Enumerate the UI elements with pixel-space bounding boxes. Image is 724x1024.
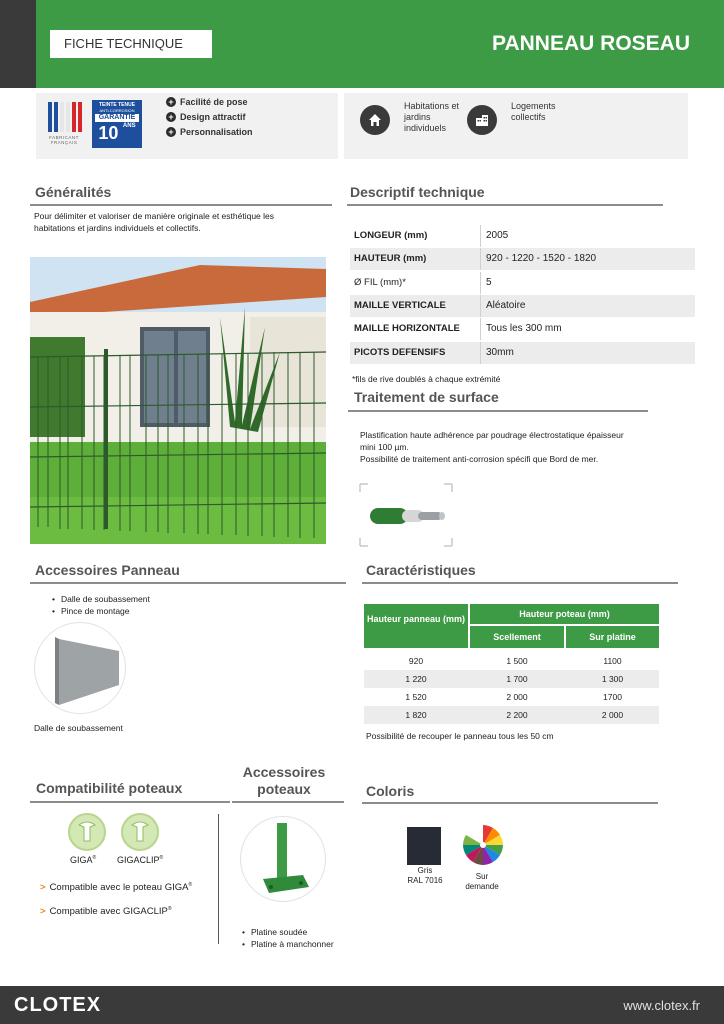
table-cell: 1 700	[506, 674, 528, 684]
spec-key: MAILLE VERTICALE	[354, 300, 446, 311]
product-title: PANNEAU ROSEAU	[492, 32, 690, 55]
spec-key: HAUTEUR (mm)	[354, 253, 427, 264]
spec-value: Tous les 300 mm	[486, 323, 562, 334]
table-row	[364, 652, 659, 670]
plus-icon: +	[166, 112, 176, 122]
caracteristiques-header-platine: Sur platine	[566, 626, 659, 648]
section-rule	[30, 801, 230, 803]
caracteristiques-title: Caractéristiques	[366, 562, 476, 578]
table-cell: 1 500	[506, 656, 528, 666]
coated-wire-image	[358, 482, 454, 548]
gigaclip-logo	[121, 813, 159, 851]
color-fan-icon	[460, 822, 506, 868]
feature-label: Personnalisation	[180, 127, 253, 137]
swatch-caption-on-demand: Sur demande	[465, 872, 499, 891]
generalites-title: Généralités	[35, 184, 112, 200]
caracteristiques-header-post: Hauteur poteau (mm)	[470, 604, 659, 624]
list-item: • Pince de montage	[52, 605, 150, 617]
website-link[interactable]: www.clotex.fr	[623, 998, 700, 1013]
guarantee-line3: GARANTIE	[95, 114, 139, 122]
caracteristiques-header-scellement: Scellement	[470, 626, 564, 648]
spec-value: 920 - 1220 - 1520 - 1820	[486, 253, 597, 264]
traitement-line1: Plastification haute adhérence par poudrage électrostatique épaisseur	[360, 430, 624, 440]
building-icon	[467, 105, 497, 135]
giga-label: GIGA®	[70, 855, 97, 865]
french-manufacturer-badge	[44, 99, 84, 151]
spec-row	[350, 272, 695, 294]
plus-icon: +	[166, 127, 176, 137]
list-item: • Dalle de soubassement	[52, 593, 150, 605]
spec-row	[350, 295, 695, 317]
compatibilite-title: Compatibilité poteaux	[36, 780, 183, 796]
table-cell: 2 000	[601, 710, 624, 720]
spec-key: MAILLE HORIZONTALE	[354, 323, 460, 334]
generalites-text: Pour délimiter et valoriser de manière originale et esthétique les habitations et jardins individuels et collectifs.	[34, 211, 275, 233]
table-row	[364, 688, 659, 706]
spec-value: 5	[486, 277, 492, 288]
spec-key: Ø FIL (mm)*	[354, 277, 406, 288]
spec-value: 2005	[486, 230, 509, 241]
accessoires-poteaux-list	[242, 926, 334, 950]
guarantee-unit: ANS	[122, 123, 136, 129]
usage-collective-text: Logements collectifs	[511, 101, 556, 122]
guarantee-line2: ANTI-CORROSION	[99, 108, 135, 113]
gigaclip-label: GIGACLIP®	[117, 855, 164, 865]
table-cell: 1 300	[601, 674, 624, 684]
feature-item	[166, 127, 253, 137]
usage-individual-text: Habitations et jardins individuels	[404, 101, 460, 133]
house-icon	[360, 105, 390, 135]
section-rule	[348, 410, 648, 412]
feature-item	[166, 112, 246, 122]
accessoires-panneau-list	[52, 593, 150, 617]
table-row	[364, 706, 659, 724]
table-row	[364, 670, 659, 688]
feature-label: Facilité de pose	[180, 97, 248, 107]
table-cell: 1 820	[405, 710, 427, 720]
dalle-caption: Dalle de soubassement	[34, 723, 123, 733]
section-rule	[347, 204, 663, 206]
descriptif-title: Descriptif technique	[350, 184, 485, 200]
spec-row	[350, 248, 695, 270]
accessoires-panneau-title: Accessoires Panneau	[35, 562, 180, 578]
brand-logo: CLOTEX	[14, 994, 102, 1016]
table-cell: 2 000	[506, 692, 528, 702]
spec-key: LONGEUR (mm)	[354, 230, 428, 241]
spec-row	[350, 225, 695, 247]
document-type-label: FICHE TECHNIQUE	[50, 30, 212, 58]
list-item: • Platine à manchonner	[242, 938, 334, 950]
list-item: • Platine soudée	[242, 926, 334, 938]
coloris-title: Coloris	[366, 783, 415, 799]
section-rule	[232, 801, 344, 803]
header-dark-strip	[0, 0, 36, 88]
product-photo	[30, 257, 326, 544]
caracteristiques-header-panel: Hauteur panneau (mm)	[364, 604, 468, 648]
table-cell: 1100	[603, 656, 622, 666]
table-cell: 920	[408, 656, 424, 666]
accessoires-poteaux-title: Accessoires poteaux	[242, 764, 326, 797]
spec-key: PICOTS DEFENSIFS	[354, 347, 446, 358]
feature-label: Design attractif	[180, 112, 246, 122]
guarantee-years: 10	[98, 123, 119, 143]
traitement-line2: mini 100 µm.	[360, 442, 409, 452]
plus-icon: +	[166, 97, 176, 107]
guarantee-badge	[92, 100, 142, 148]
spec-footnote: *fils de rive doublés à chaque extrémité	[352, 374, 501, 384]
table-cell: 1700	[603, 692, 622, 702]
swatch-caption-ral7016: Gris RAL 7016	[407, 866, 443, 885]
color-swatch-ral7016	[407, 827, 441, 865]
traitement-title: Traitement de surface	[354, 389, 499, 405]
platine-image	[240, 816, 326, 902]
table-cell: 1 220	[405, 674, 427, 684]
flag-caption: FABRICANT FRANÇAIS	[49, 135, 79, 145]
section-rule	[30, 582, 346, 584]
giga-logo	[68, 813, 106, 851]
spec-value: 30mm	[486, 347, 514, 358]
table-cell: 1 520	[405, 692, 427, 702]
compat-giga-line: > Compatible avec le poteau GIGA®	[40, 882, 193, 894]
guarantee-line1: TEINTE TENUE	[98, 102, 136, 108]
vertical-divider	[218, 814, 219, 944]
caracteristiques-note: Possibilité de recouper le panneau tous les 50 cm	[366, 731, 554, 741]
feature-item	[166, 97, 248, 107]
traitement-line3: Possibilité de traitement anti-corrosion spécifi que Bord de mer.	[360, 454, 599, 464]
dalle-image	[34, 622, 126, 714]
section-rule	[362, 802, 658, 804]
spec-value: Aléatoire	[486, 300, 526, 311]
section-rule	[362, 582, 678, 584]
section-rule	[30, 204, 332, 206]
spec-row	[350, 318, 695, 340]
spec-row	[350, 342, 695, 364]
compat-gigaclip-line: > Compatible avec GIGACLIP®	[40, 906, 172, 918]
table-cell: 2 200	[506, 710, 528, 720]
